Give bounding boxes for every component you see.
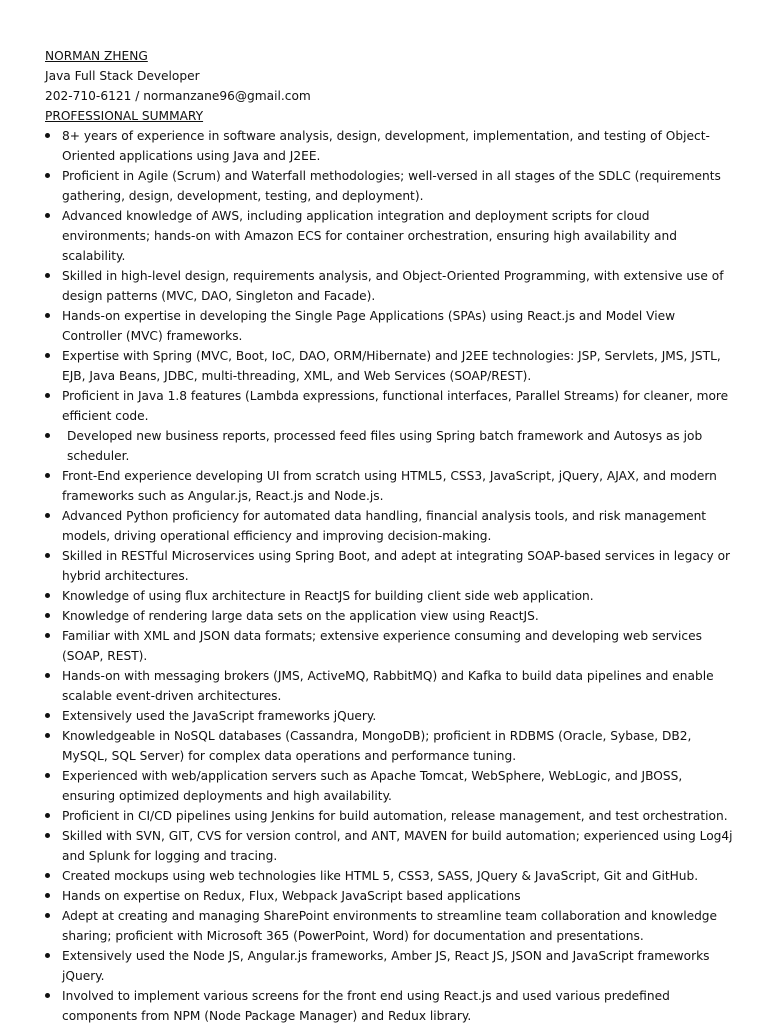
- summary-item: Front-End experience developing UI from scratch using HTML5, CSS3, JavaScript, jQuery, AJAX, and modern frameworks such as Angular.js, React.js and Node.js.: [45, 466, 735, 506]
- bullet-icon: [45, 513, 50, 518]
- bullet-icon: [45, 593, 50, 598]
- summary-item: Hands-on with messaging brokers (JMS, ActiveMQ, RabbitMQ) and Kafka to build data pipelines and enable scalable event-driven architectures.: [45, 666, 735, 706]
- summary-item: 8+ years of experience in software analysis, design, development, implementation, and testing of Object-Oriented applications using Java and J2EE.: [45, 126, 735, 166]
- bullet-icon: [45, 893, 50, 898]
- bullet-icon: [45, 813, 50, 818]
- summary-item: Proficient in CI/CD pipelines using Jenkins for build automation, release management, and test orchestration.: [45, 806, 735, 826]
- bullet-icon: [45, 673, 50, 678]
- bullet-icon: [45, 713, 50, 718]
- summary-item: Involved to implement various screens for the front end using React.js and used various predefined components from NPM (Node Package Manager) and Redux library.: [45, 986, 735, 1026]
- bullet-icon: [45, 613, 50, 618]
- bullet-icon: [45, 773, 50, 778]
- bullet-icon: [45, 553, 50, 558]
- summary-item: Knowledge of using flux architecture in ReactJS for building client side web application.: [45, 586, 735, 606]
- summary-item: Adept at creating and managing SharePoint environments to streamline team collaboration and knowledge sharing; proficient with Microsoft 365 (PowerPoint, Word) for documentation and presentations.: [45, 906, 735, 946]
- summary-item: Knowledge of rendering large data sets on the application view using ReactJS.: [45, 606, 735, 626]
- bullet-icon: [45, 633, 50, 638]
- candidate-name: NORMAN ZHENG: [45, 49, 148, 63]
- summary-item: Extensively used the Node JS, Angular.js frameworks, Amber JS, React JS, JSON and JavaScript frameworks jQuery.: [45, 946, 735, 986]
- bullet-icon: [45, 733, 50, 738]
- contact-info: 202-710-6121 / normanzane96@gmail.com: [45, 89, 311, 103]
- summary-item: Proficient in Agile (Scrum) and Waterfall methodologies; well-versed in all stages of the SDLC (requirements gathering, design, development, testing, and deployment).: [45, 166, 735, 206]
- bullet-icon: [45, 953, 50, 958]
- summary-item: Advanced Python proficiency for automated data handling, financial analysis tools, and risk management models, driving operational efficiency and improving decision-making.: [45, 506, 735, 546]
- summary-list: [45, 126, 735, 1026]
- resume-content: [45, 46, 735, 1026]
- summary-item: Developed new business reports, processed feed files using Spring batch framework and Autosys as job scheduler.: [45, 426, 735, 466]
- summary-item: Knowledgeable in NoSQL databases (Cassandra, MongoDB); proficient in RDBMS (Oracle, Sybase, DB2, MySQL, SQL Server) for complex data operations and performance tuning.: [45, 726, 735, 766]
- summary-item: Experienced with web/application servers such as Apache Tomcat, WebSphere, WebLogic, and JBOSS, ensuring optimized deployments and high availability.: [45, 766, 735, 806]
- bullet-icon: [45, 433, 50, 438]
- bullet-icon: [45, 213, 50, 218]
- bullet-icon: [45, 133, 50, 138]
- bullet-icon: [45, 353, 50, 358]
- summary-item: Proficient in Java 1.8 features (Lambda expressions, functional interfaces, Parallel Streams) for cleaner, more efficient code.: [45, 386, 735, 426]
- bullet-icon: [45, 993, 50, 998]
- bullet-icon: [45, 913, 50, 918]
- bullet-icon: [45, 473, 50, 478]
- bullet-icon: [45, 873, 50, 878]
- summary-item: Skilled in RESTful Microservices using Spring Boot, and adept at integrating SOAP-based services in legacy or hybrid architectures.: [45, 546, 735, 586]
- summary-item: Skilled in high-level design, requirements analysis, and Object-Oriented Programming, with extensive use of design patterns (MVC, DAO, Singleton and Facade).: [45, 266, 735, 306]
- job-title: Java Full Stack Developer: [45, 69, 200, 83]
- summary-item: Advanced knowledge of AWS, including application integration and deployment scripts for cloud environments; hands-on with Amazon ECS for container orchestration, ensuring high availability and scalability.: [45, 206, 735, 266]
- summary-item: Hands on expertise on Redux, Flux, Webpack JavaScript based applications: [45, 886, 735, 906]
- summary-item: Created mockups using web technologies like HTML 5, CSS3, SASS, JQuery & JavaScript, Git and GitHub.: [45, 866, 735, 886]
- bullet-icon: [45, 313, 50, 318]
- summary-item: Familiar with XML and JSON data formats; extensive experience consuming and developing web services (SOAP, REST).: [45, 626, 735, 666]
- summary-item: Skilled with SVN, GIT, CVS for version control, and ANT, MAVEN for build automation; experienced using Log4j and Splunk for logging and tracing.: [45, 826, 735, 866]
- bullet-icon: [45, 173, 50, 178]
- summary-item: Extensively used the JavaScript frameworks jQuery.: [45, 706, 735, 726]
- bullet-icon: [45, 393, 50, 398]
- bullet-icon: [45, 273, 50, 278]
- section-title-professional-summary: PROFESSIONAL SUMMARY: [45, 109, 204, 123]
- summary-item: Hands-on expertise in developing the Single Page Applications (SPAs) using React.js and Model View Controller (MVC) frameworks.: [45, 306, 735, 346]
- summary-item: Expertise with Spring (MVC, Boot, IoC, DAO, ORM/Hibernate) and J2EE technologies: JSP, Servlets, JMS, JSTL, EJB, Java Beans, JDBC, multi-threading, XML, and Web Services (SOAP/REST).: [45, 346, 735, 386]
- bullet-icon: [45, 833, 50, 838]
